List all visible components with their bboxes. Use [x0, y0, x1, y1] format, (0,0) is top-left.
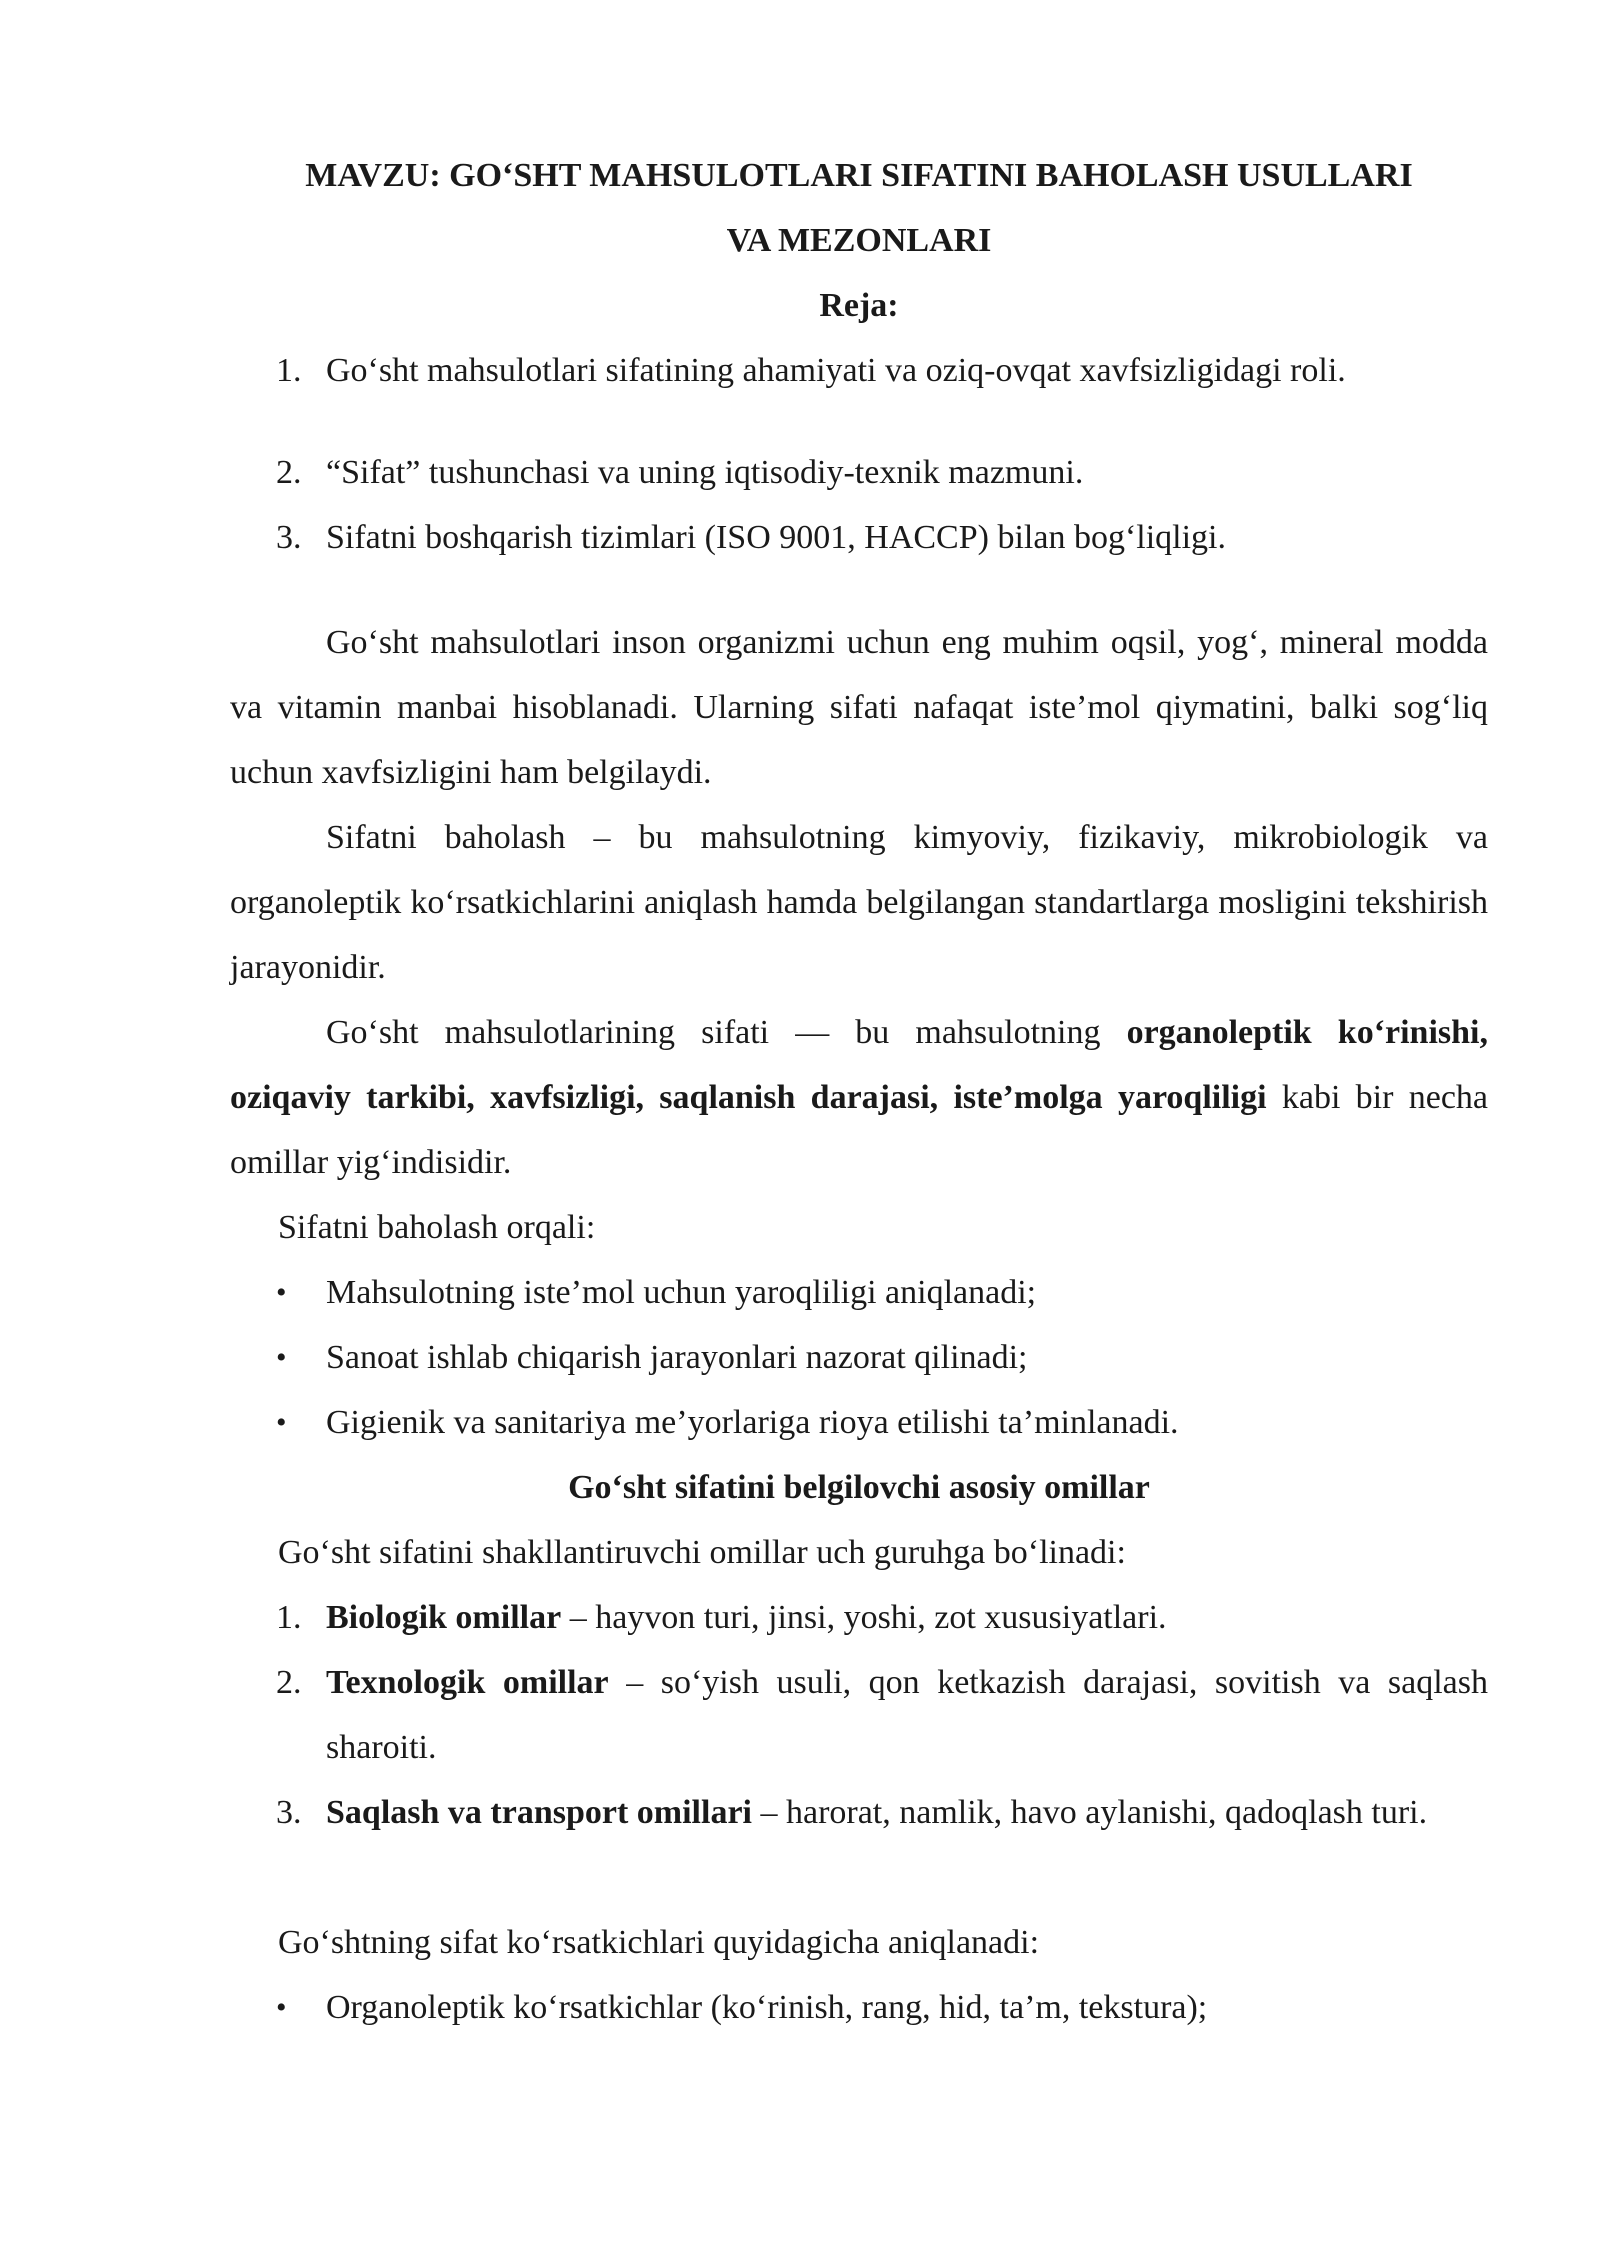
paragraph-3-end: kabi bir necha omillar yig‘indisidir. [230, 1079, 1489, 1181]
factor-item-number: 1. [276, 1599, 302, 1636]
plan-item-number: 2. [276, 454, 302, 491]
title-line-1: MAVZU: GO‘SHT MAHSULOTLARI SIFATINI BAHOLASH USULLARI [305, 157, 1413, 194]
paragraph-1: Go‘sht mahsulotlari inson organizmi uchun eng muhim oqsil, yog‘, mineral modda va vitamin manbai hisoblanadi. Ularning sifati nafaqat iste’mol qiymatini, balki sog‘liq uchun xavfsizligini ham belgilaydi. [230, 624, 1488, 791]
indicators-intro: Go‘shtning sifat ko‘rsatkichlari quyidagicha aniqlanadi: [278, 1924, 1040, 1961]
plan-item-number: 1. [276, 352, 302, 389]
bullet-item-text: Gigienik va sanitariya me’yorlariga rioya etilishi ta’minlanadi. [326, 1404, 1179, 1441]
factor-item-text: – hayvon turi, jinsi, yoshi, zot xususiyatlari. [561, 1599, 1167, 1636]
factor-item-text: – harorat, namlik, havo aylanishi, qadoqlash turi. [751, 1794, 1428, 1831]
bullet-item-text: Organoleptik ko‘rsatkichlar (ko‘rinish, rang, hid, ta’m, tekstura); [326, 1989, 1208, 2026]
bullet-icon: • [276, 1991, 287, 2024]
factor-item-title: Biologik omillar [326, 1599, 562, 1636]
bullet-icon: • [276, 1406, 287, 1439]
bullet-item-text: Sanoat ishlab chiqarish jarayonlari nazorat qilinadi; [326, 1339, 1028, 1376]
bullet-icon: • [276, 1276, 287, 1309]
factor-item-title: Saqlash va transport omillari [326, 1794, 752, 1831]
plan-heading: Reja: [819, 287, 899, 324]
document-title [230, 143, 1488, 273]
plan-item-number: 3. [276, 519, 302, 556]
plan-item-text: Go‘sht mahsulotlari sifatining ahamiyati va oziq-ovqat xavfsizligidagi roli. [326, 352, 1346, 389]
plan-item-text: “Sifat” tushunchasi va uning iqtisodiy-texnik mazmuni. [326, 454, 1084, 491]
factor-item-number: 3. [276, 1794, 302, 1831]
paragraph-3-bold: organoleptik ko‘rinishi, oziqaviy tarkibi, xavfsizligi, saqlanish darajasi, iste’molga yaroqliligi [230, 1014, 1488, 1116]
plan-item-text: Sifatni boshqarish tizimlari (ISO 9001, HACCP) bilan bog‘liqligi. [326, 519, 1227, 556]
factor-item-title: Texnologik omillar [326, 1664, 609, 1701]
factors-intro: Go‘sht sifatini shakllantiruvchi omillar uch guruhga bo‘linadi: [278, 1534, 1126, 1571]
title-line-2: VA MEZONLARI [726, 222, 992, 259]
factor-item-number: 2. [276, 1664, 302, 1701]
bullet-icon: • [276, 1341, 287, 1374]
bullet-item-text: Mahsulotning iste’mol uchun yaroqliligi aniqlanadi; [326, 1274, 1037, 1311]
factor-item-text: – so‘yish usuli, qon ketkazish darajasi, sovitish va saqlash sharoiti. [326, 1664, 1488, 1766]
paragraph-2: Sifatni baholash – bu mahsulotning kimyoviy, fizikaviy, mikrobiologik va organoleptik ko‘rsatkichlarini aniqlash hamda belgilangan standartlarga mosligini tekshirish jarayonidir. [230, 819, 1488, 986]
paragraph-3 [230, 1000, 1488, 1195]
paragraph-3-start: Go‘sht mahsulotlarining sifati — bu mahsulotning [326, 1014, 1127, 1051]
assessment-intro: Sifatni baholash orqali: [278, 1209, 596, 1246]
factors-heading: Go‘sht sifatini belgilovchi asosiy omillar [568, 1469, 1150, 1506]
